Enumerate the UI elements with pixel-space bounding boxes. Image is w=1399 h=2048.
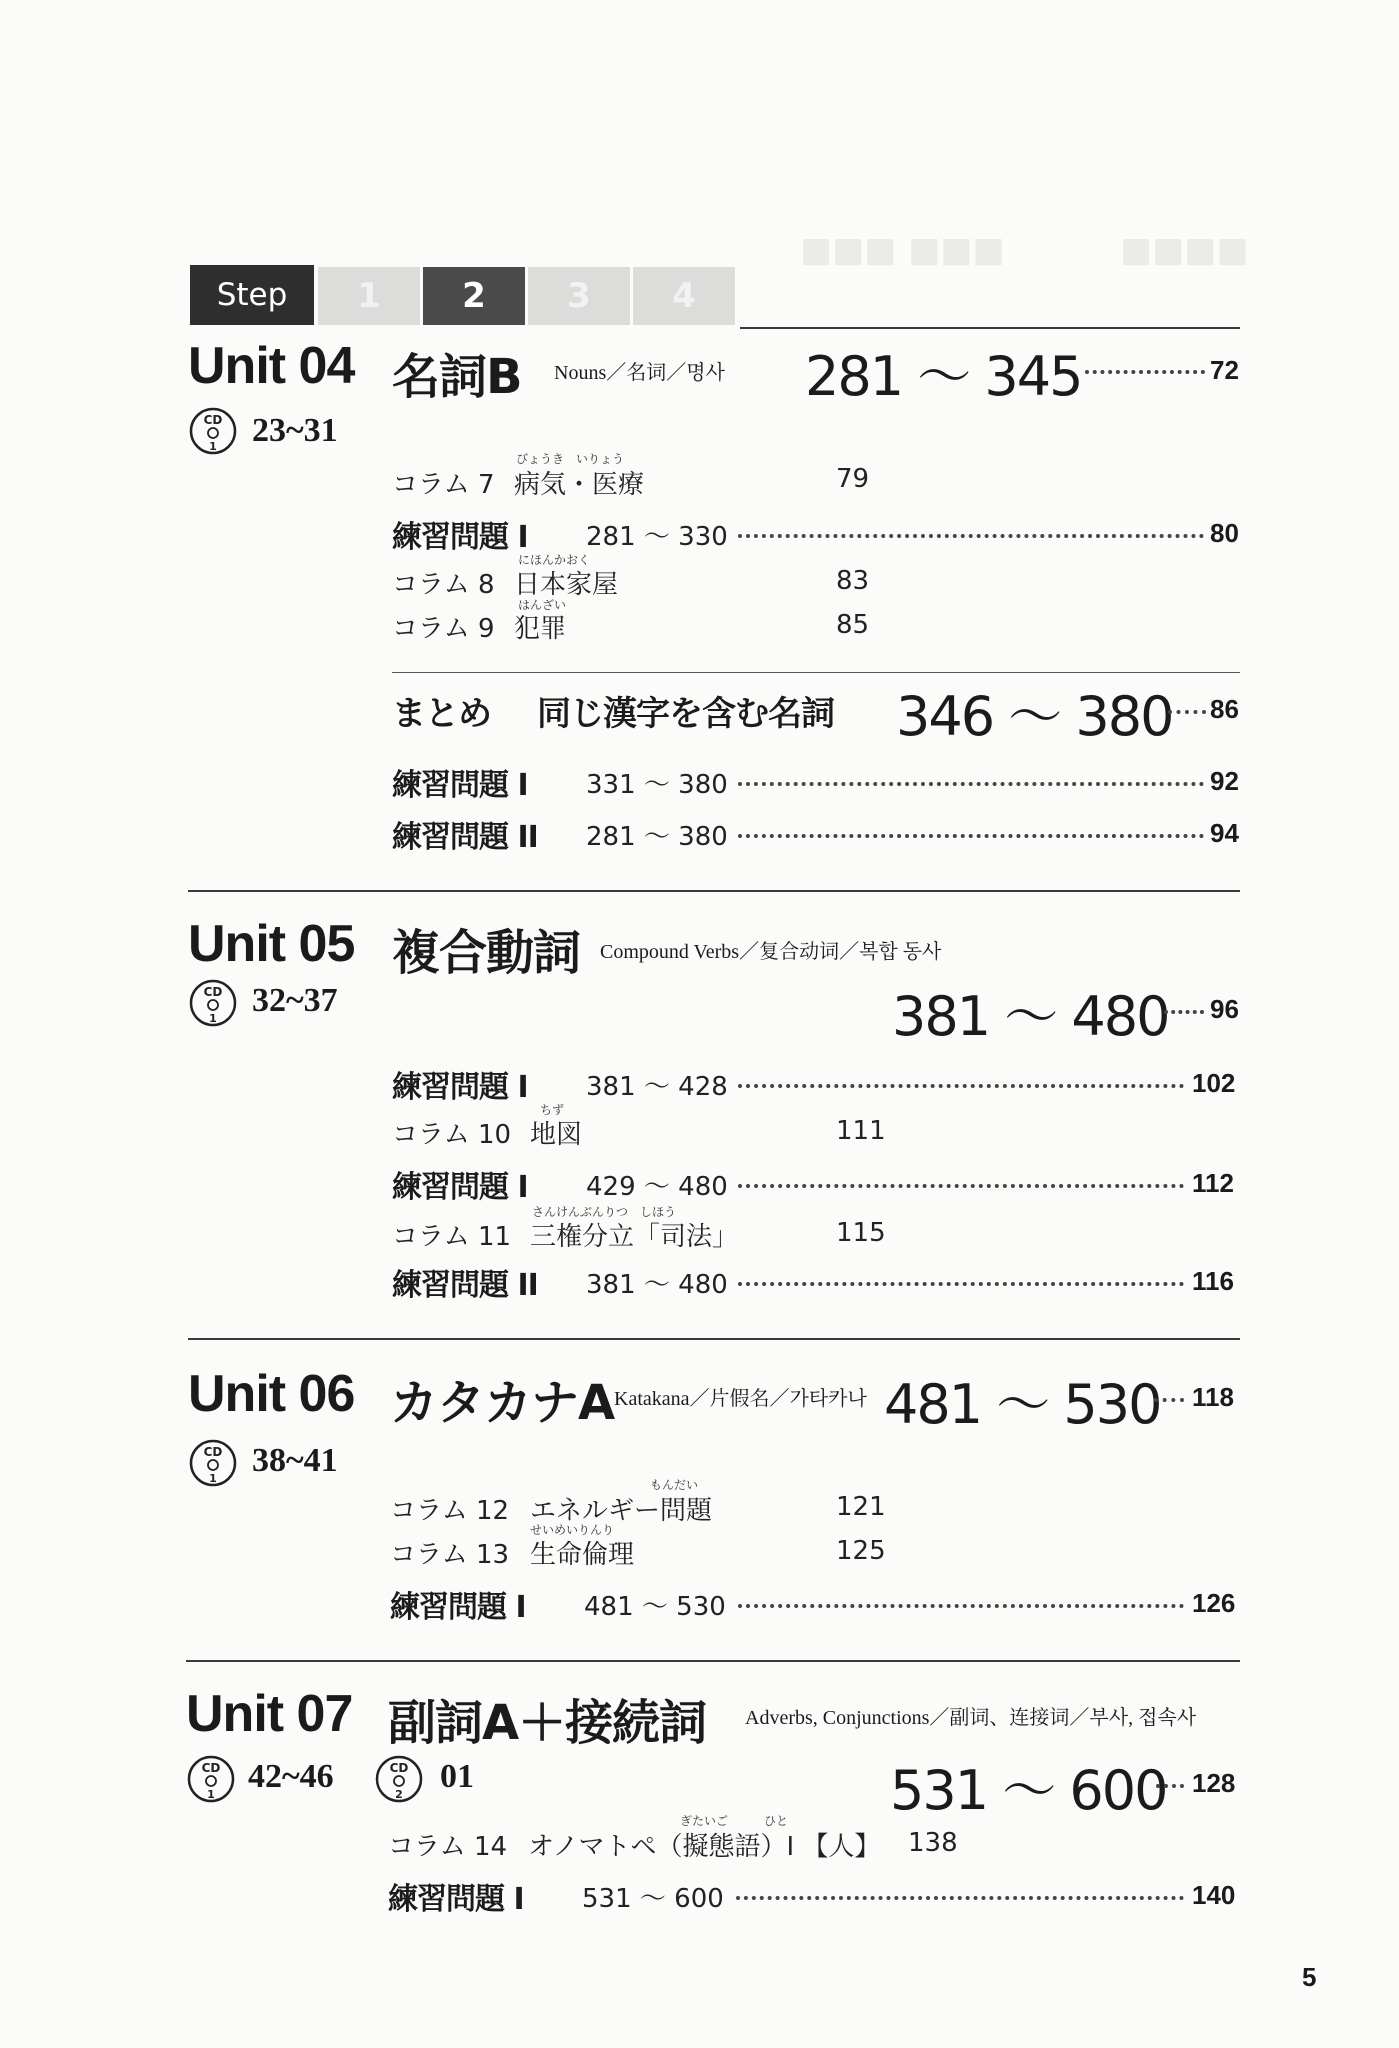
cd-badge: CD bbox=[389, 1761, 409, 1775]
exercise-page: 102 bbox=[1192, 1068, 1236, 1098]
column-page: 138 bbox=[908, 1828, 958, 1858]
exercise-range: 381 〜 428 bbox=[586, 1072, 728, 1102]
unit-page: 72 bbox=[1210, 355, 1239, 385]
column-page: 111 bbox=[836, 1116, 886, 1146]
exercise-range: 531 〜 600 bbox=[582, 1884, 724, 1914]
exercise-range: 481 〜 530 bbox=[584, 1592, 726, 1622]
column-label: コラム 12 bbox=[390, 1496, 510, 1526]
column-label: コラム 8 bbox=[392, 570, 495, 600]
column-ruby: はんざい bbox=[518, 598, 567, 612]
leader-dots bbox=[1168, 710, 1206, 714]
unit-title: カタカナA bbox=[390, 1375, 615, 1431]
cd-tracks: 23~31 bbox=[252, 412, 338, 449]
divider bbox=[392, 672, 1240, 673]
unit-range: 531 〜 600 bbox=[890, 1759, 1167, 1822]
exercise-range: 281 〜 330 bbox=[586, 522, 728, 552]
unit-page: 96 bbox=[1210, 994, 1239, 1024]
column-page: 79 bbox=[836, 464, 870, 494]
column-label: コラム 11 bbox=[392, 1222, 512, 1252]
exercise-page: 116 bbox=[1192, 1266, 1234, 1296]
bleed-through-text: ■■■ ■■■ bbox=[800, 230, 1005, 270]
unit-range: 481 〜 530 bbox=[884, 1373, 1161, 1436]
column-page: 115 bbox=[836, 1218, 886, 1248]
exercise-range: 281 〜 380 bbox=[586, 822, 728, 852]
cd-disc: 1 bbox=[207, 1788, 215, 1801]
column-page: 121 bbox=[836, 1492, 886, 1522]
column-title: 日本家屋 bbox=[514, 570, 619, 600]
unit-title: 名詞B bbox=[392, 349, 522, 405]
cd-badge: CD bbox=[201, 1761, 221, 1775]
divider bbox=[186, 1660, 1240, 1662]
exercise-range: 429 〜 480 bbox=[586, 1172, 728, 1202]
column-ruby: せいめいりんり bbox=[530, 1523, 615, 1537]
unit-subtitle: Katakana／片假名／가타카나 bbox=[614, 1388, 867, 1410]
unit-page: 128 bbox=[1192, 1768, 1236, 1798]
bleed-through-text: ■■■■ bbox=[1120, 230, 1249, 270]
column-label: コラム 14 bbox=[388, 1832, 508, 1862]
divider bbox=[740, 327, 1240, 329]
unit-range: 281 〜 345 bbox=[805, 345, 1082, 408]
exercise-page: 92 bbox=[1210, 766, 1239, 796]
leader-dots bbox=[1154, 1398, 1184, 1402]
leader-dots bbox=[736, 1896, 1184, 1900]
leader-dots bbox=[1164, 1010, 1204, 1014]
cd-tracks: 38~41 bbox=[252, 1442, 338, 1479]
step-tab-2: 2 bbox=[423, 267, 525, 325]
step-label: Step bbox=[190, 265, 314, 325]
cd-tracks: 01 bbox=[440, 1758, 474, 1795]
cd-icon bbox=[186, 1754, 236, 1804]
unit-label: Unit 07 bbox=[186, 1685, 353, 1743]
leader-dots bbox=[738, 782, 1204, 786]
column-ruby: にほんかおく bbox=[518, 553, 591, 567]
cd-badge: CD bbox=[203, 985, 223, 999]
unit-title: 副詞A＋接続詞 bbox=[388, 1695, 707, 1751]
cd-icon bbox=[374, 1754, 424, 1804]
exercise-page: 94 bbox=[1210, 818, 1239, 848]
unit-title: 複合動詞 bbox=[392, 925, 581, 981]
cd-icon bbox=[188, 978, 238, 1028]
cd-disc: 2 bbox=[395, 1788, 403, 1801]
exercise-label: 練習問題 I bbox=[392, 1070, 528, 1105]
column-ruby: ぎたいご ひと bbox=[680, 1814, 789, 1828]
cd-disc: 1 bbox=[209, 1472, 217, 1485]
leader-dots bbox=[738, 1604, 1184, 1608]
column-title: 病気・医療 bbox=[514, 470, 645, 500]
column-label: コラム 7 bbox=[392, 470, 495, 500]
leader-dots bbox=[738, 1282, 1184, 1286]
step-tab-4: 4 bbox=[633, 267, 735, 325]
column-page: 83 bbox=[836, 566, 870, 596]
exercise-page: 80 bbox=[1210, 518, 1239, 548]
leader-dots bbox=[738, 1084, 1184, 1088]
cd-disc: 1 bbox=[209, 1012, 217, 1025]
column-ruby: ちず bbox=[540, 1103, 565, 1117]
leader-dots bbox=[738, 1184, 1184, 1188]
cd-icon bbox=[188, 406, 238, 456]
summary-range: 346 〜 380 bbox=[896, 685, 1173, 748]
column-label: コラム 10 bbox=[392, 1120, 512, 1150]
cd-tracks: 42~46 bbox=[248, 1758, 334, 1795]
leader-dots bbox=[738, 534, 1204, 538]
unit-label: Unit 05 bbox=[188, 915, 355, 973]
column-label: コラム 13 bbox=[390, 1540, 510, 1570]
divider bbox=[188, 1338, 1240, 1340]
unit-label: Unit 04 bbox=[188, 337, 355, 395]
column-title: 地図 bbox=[530, 1120, 583, 1150]
column-label: コラム 9 bbox=[392, 614, 495, 644]
leader-dots bbox=[1156, 1784, 1184, 1788]
exercise-range: 381 〜 480 bbox=[586, 1270, 728, 1300]
summary-page: 86 bbox=[1210, 694, 1239, 724]
step-tab-3: 3 bbox=[528, 267, 630, 325]
exercise-label: 練習問題 I bbox=[388, 1882, 524, 1917]
exercise-page: 126 bbox=[1192, 1588, 1236, 1618]
exercise-page: 140 bbox=[1192, 1880, 1236, 1910]
summary-title: 同じ漢字を含む名詞 bbox=[537, 694, 834, 734]
leader-dots bbox=[738, 834, 1204, 838]
exercise-range: 331 〜 380 bbox=[586, 770, 728, 800]
unit-subtitle: Adverbs, Conjunctions／副词、连接词／부사, 접속사 bbox=[745, 1707, 1197, 1729]
unit-subtitle: Nouns／名词／명사 bbox=[554, 362, 725, 384]
exercise-label: 練習問題 I bbox=[390, 1590, 526, 1625]
cd-icon bbox=[188, 1438, 238, 1488]
cd-badge: CD bbox=[203, 413, 223, 427]
step-tab-1: 1 bbox=[318, 267, 420, 325]
cd-badge: CD bbox=[203, 1445, 223, 1459]
summary-label: まとめ bbox=[392, 694, 491, 734]
exercise-label: 練習問題 I bbox=[392, 1170, 528, 1205]
page-number: 5 bbox=[1302, 1962, 1317, 1992]
exercise-label: 練習問題 II bbox=[392, 820, 538, 855]
column-page: 125 bbox=[836, 1536, 886, 1566]
exercise-label: 練習問題 I bbox=[392, 768, 528, 803]
unit-range: 381 〜 480 bbox=[892, 985, 1169, 1048]
unit-label: Unit 06 bbox=[188, 1365, 355, 1423]
cd-tracks: 32~37 bbox=[252, 982, 338, 1019]
column-title: 生命倫理 bbox=[530, 1540, 635, 1570]
unit-subtitle: Compound Verbs／复合动词／복합 동사 bbox=[600, 941, 942, 963]
column-title: 三権分立「司法」 bbox=[530, 1222, 739, 1252]
column-ruby: もんだい bbox=[650, 1478, 699, 1492]
exercise-page: 112 bbox=[1192, 1168, 1234, 1198]
column-title: エネルギー問題 bbox=[530, 1496, 713, 1526]
column-ruby: さんけんぶんりつ しほう bbox=[532, 1205, 677, 1219]
leader-dots bbox=[1085, 370, 1205, 374]
divider bbox=[188, 890, 1240, 892]
column-page: 85 bbox=[836, 610, 870, 640]
exercise-label: 練習問題 II bbox=[392, 1268, 538, 1303]
column-title: 犯罪 bbox=[514, 614, 567, 644]
column-title: オノマトペ（擬態語）I 【人】 bbox=[528, 1832, 881, 1862]
exercise-label: 練習問題 I bbox=[392, 520, 528, 555]
unit-page: 118 bbox=[1192, 1382, 1234, 1412]
cd-disc: 1 bbox=[209, 440, 217, 453]
column-ruby: びょうき いりょう bbox=[516, 452, 625, 466]
